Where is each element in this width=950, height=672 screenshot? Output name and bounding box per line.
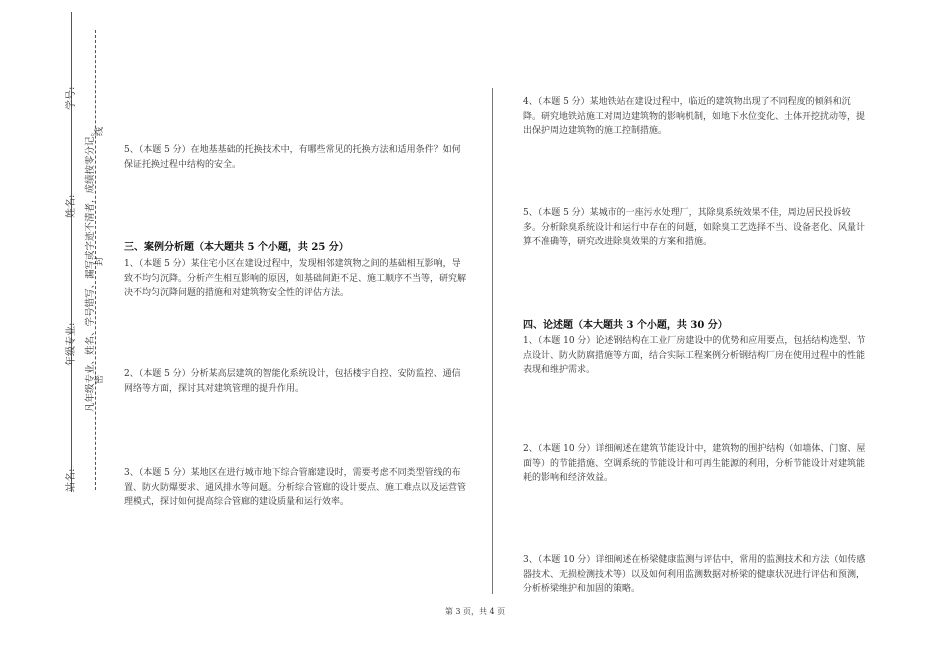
case-question-5: 5、（本题 5 分）某城市的一座污水处理厂，其除臭系统效果不佳，周边居民投诉较多。分析除臭系统设计和运行中存在的问题，如除臭工艺选择不当、设备老化、风量计算不准确等，研究改进除臭效果的方案和措施。 xyxy=(523,208,866,247)
student-id-label: 学号: xyxy=(66,86,77,110)
section-4-title: 四、论述题（本大题共 3 个小题，共 30 分） xyxy=(523,320,728,331)
column-divider xyxy=(492,88,493,594)
essay-question-2: 2、（本题 10 分）详细阐述在建筑节能设计中，建筑物的围护结构（如墙体、门窗、屋面等）的节能措施、空调系统的节能设计和可再生能源的利用，分析节能设计对建筑能耗的影响和经济效益。 xyxy=(523,444,866,483)
seal-mark-feng: 封 xyxy=(95,256,105,266)
binding-solid-line xyxy=(71,12,72,492)
case-question-3: 3、（本题 5 分）某地区在进行城市地下综合管廊建设时，需要考虑不同类型管线的布置、防火防爆要求、通风排水等问题。分析综合管廊的设计要点、施工难点以及运营管理模式，探讨如何提高综合管廊的建设质量和运行效率。 xyxy=(124,468,467,507)
binding-margin xyxy=(0,0,110,672)
case-question-4: 4、（本题 5 分）某地铁站在建设过程中，临近的建筑物出现了不同程度的倾斜和沉降。研究地铁站施工对周边建筑物的影响机制，如地下水位变化、土体开挖扰动等，提出保护周边建筑物的施工控制措施。 xyxy=(523,97,866,136)
section-3-title: 三、案例分析题（本大题共 5 个小题，共 25 分） xyxy=(124,242,349,253)
grade-major-label: 年级专业: xyxy=(66,322,77,366)
essay-question-1: 1、（本题 10 分）论述钢结构在工业厂房建设中的优势和应用要点，包括结构选型、节点设计、防火防腐措施等方面，结合实际工程案例分析钢结构厂房在使用过程中的性能表现和维护需求。 xyxy=(523,336,866,375)
seal-mark-xian: 线 xyxy=(95,126,105,136)
binding-warning-text: 凡年级专业、姓名、学号错写、漏写或字迹不清者，成绩按零分记。 xyxy=(85,126,96,412)
case-question-2: 2、（本题 5 分）分析某高层建筑的智能化系统设计，包括楼宇自控、安防监控、通信网络等方面，探讨其对建筑管理的提升作用。 xyxy=(124,369,461,394)
station-label: 站名: xyxy=(66,468,77,492)
page-number: 第 3 页，共 4 页 xyxy=(444,607,506,616)
question-5: 5、（本题 5 分）在地基基础的托换技术中，有哪些常见的托换方法和适用条件？如何保证托换过程中结构的安全。 xyxy=(124,145,461,170)
case-question-1: 1、（本题 5 分）某住宅小区在建设过程中，发现相邻建筑物之间的基础相互影响，导致不均匀沉降。分析产生相互影响的原因，如基础间距不足、施工顺序不当等，研究解决不均匀沉降问题的措施和对建筑物安全性的评估方法。 xyxy=(124,259,467,298)
essay-question-3: 3、（本题 10 分）详细阐述在桥梁健康监测与评估中，常用的监测技术和方法（如传感器技术、无损检测技术等）以及如何利用监测数据对桥梁的健康状况进行评估和预测，分析桥梁维护和加固的策略。 xyxy=(523,555,866,594)
name-label: 姓名: xyxy=(66,194,77,218)
seal-mark-mi: 密 xyxy=(95,374,105,384)
